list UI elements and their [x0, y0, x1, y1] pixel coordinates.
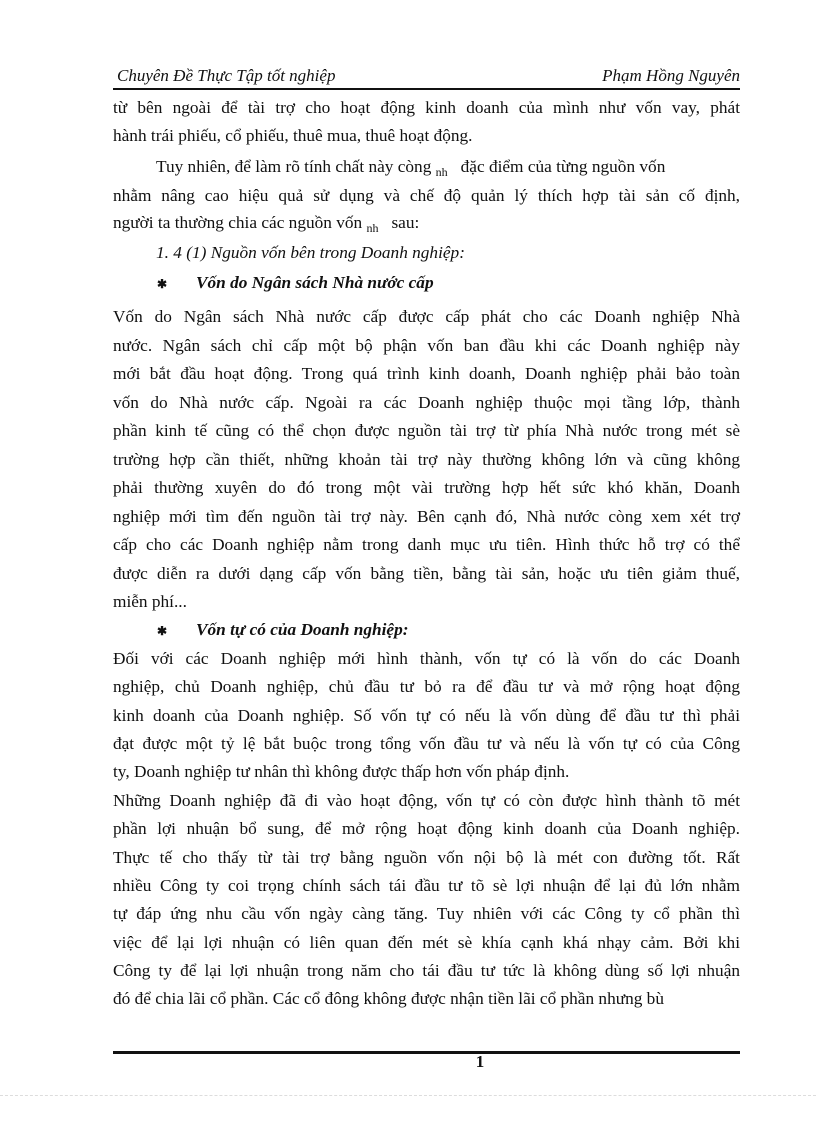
bullet-icon: ✱ [157, 277, 168, 291]
text-line: tự đáp ứng nhu cầu vốn ngày càng tăng. Tuy nhiên với các Công ty cổ phần thì [113, 904, 740, 924]
text-line: Vốn do Ngân sách Nhà nước cấp được cấp phát cho các Doanh nghiệp Nhà [113, 307, 740, 326]
section-heading: 1. 4 (1) Nguồn vốn bên trong Doanh nghiệp: [156, 243, 465, 262]
bullet-heading: Vốn tự có của Doanh nghiệp: [196, 620, 409, 639]
text-line: phải thường xuyên do đó trong một vài trường hợp hết sức khó khăn, Doanh [113, 478, 740, 497]
text-line: việc để lại lợi nhuận có liên quan đến mét sè khía cạnh khá nhạy cảm. Bởi khi [113, 932, 740, 952]
text-line: được diễn ra dưới dạng cấp vốn bằng tiền, bằng tài sản, hoặc ưu tiên giảm thuế, [113, 563, 740, 583]
text-line: phần lợi nhuận bổ sung, để mở rộng hoạt động kinh doanh của Doanh nghiệp. [113, 819, 740, 839]
text-line: kinh doanh của Doanh nghiệp. Số vốn tự có nếu là vốn dùng để đầu tư thì phải [113, 705, 740, 725]
header-author: Phạm Hồng Nguyên [602, 66, 740, 85]
text-line: đạt được một tỷ lệ bắt buộc trong tổng vốn đầu tư và nếu là vốn tự có của Công [113, 733, 740, 753]
page-number: 1 [475, 1052, 485, 1071]
footer-rule [113, 1051, 740, 1054]
text-line: nghiệp mới tìm đến nguồn tài trợ này. Bên cạnh đó, Nhà nước còng xem xét trợ [113, 506, 740, 526]
text-line: Thực tế cho thấy từ tài trợ bằng nguồn vốn nội bộ là mét con đường tốt. Rất [113, 847, 740, 867]
text-line: Những Doanh nghiệp đã đi vào hoạt động, vốn tự có còn được hình thành tõ mét [113, 791, 740, 810]
text-line: vốn do Nhà nước cấp. Ngoài ra các Doanh nghiệp thuộc mọi tầng lớp, thành [113, 392, 740, 412]
bullet-heading: Vốn do Ngân sách Nhà nước cấp [196, 273, 434, 292]
text-fragment: đặc điểm của từng nguồn vốn [460, 157, 666, 176]
text-line: mới bắt đầu hoạt động. Trong quá trình kinh doanh, Doanh nghiệp phải bảo toàn [113, 364, 740, 383]
text-fragment: nh [366, 221, 379, 235]
page-edge [0, 1095, 816, 1096]
text-fragment: sau: [391, 213, 420, 232]
text-line [156, 156, 740, 179]
text-line: ty, Doanh nghiệp tư nhân thì không được thấp hơn vốn pháp định. [113, 762, 570, 782]
text-line: phần kinh tế cũng có thể chọn được nguồn tài trợ từ phía Nhà nước trong mét sè [113, 421, 740, 440]
text-fragment: người ta thường chia các nguồn vốn [113, 213, 363, 232]
page-header [113, 64, 740, 88]
text-fragment: Tuy nhiên, để làm rõ tính chất này còng [156, 157, 432, 176]
text-line: đó để chia lãi cổ phần. Các cổ đông không được nhận tiền lãi cổ phần nhưng bù [113, 989, 664, 1009]
text-line: nhằm nâng cao hiệu quả sử dụng và chế độ quản lý thích hợp tài sản cố định, [113, 186, 740, 205]
text-line: cấp cho các Doanh nghiệp nằm trong danh mục ưu tiên. Hình thức hỗ trợ có thể [113, 535, 740, 554]
bullet-icon: ✱ [157, 624, 168, 638]
text-line: từ bên ngoài để tài trợ cho hoạt động kinh doanh của mình như vốn vay, phát [113, 98, 740, 117]
text-line: nhiều Công ty coi trọng chính sách tái đầu tư tõ sè lợi nhuận để lại đủ lớn nhằm [113, 875, 740, 895]
header-title: Chuyên Đề Thực Tập tốt nghiệp [117, 66, 336, 85]
header-rule [113, 88, 740, 90]
text-fragment: nh [435, 165, 448, 179]
text-line: nước. Ngân sách chỉ cấp một bộ phận vốn ban đầu khi các Doanh nghiệp này [113, 335, 740, 355]
text-line [113, 212, 740, 235]
text-line: nghiệp, chủ Doanh nghiệp, chủ đầu tư bỏ ra để đầu tư và mở rộng hoạt động [113, 677, 740, 697]
text-line: miễn phí... [113, 592, 187, 611]
text-line: Công ty để lại lợi nhuận trong năm cho tái đầu tư tức là không dùng số lợi nhuận [113, 960, 740, 980]
text-line: trường hợp cần thiết, những khoản tài trợ này thường không lớn và cũng không [113, 449, 740, 469]
text-line: Đối với các Doanh nghiệp mới hình thành, vốn tự có là vốn do các Doanh [113, 649, 740, 668]
text-line: hành trái phiếu, cổ phiếu, thuê mua, thuê hoạt động. [113, 126, 473, 145]
